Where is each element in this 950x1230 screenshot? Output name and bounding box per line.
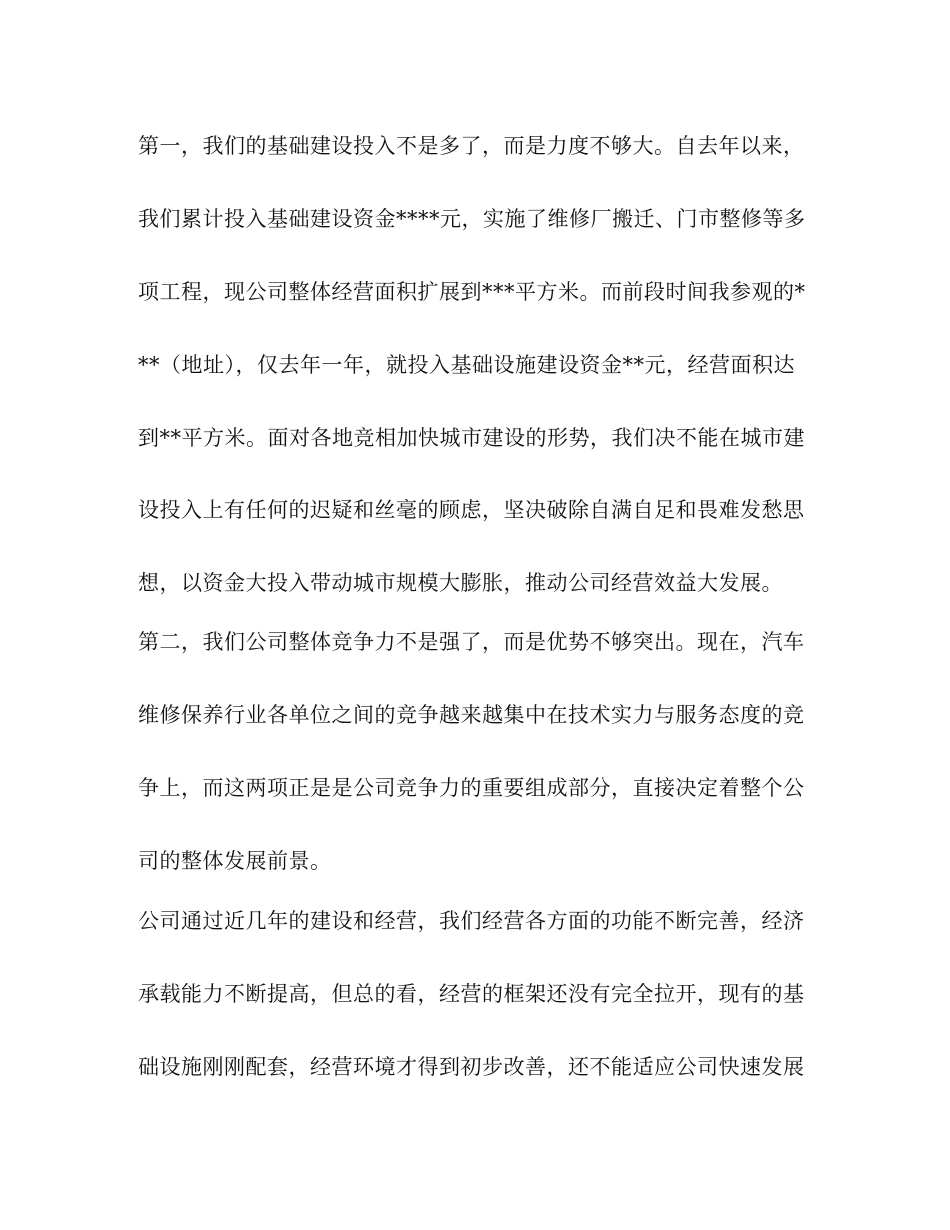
text-line: 设投入上有任何的迟疑和丝毫的顾虑，坚决破除自满自足和畏难发愁思 (138, 498, 805, 522)
text-line: 第二，我们公司整体竞争力不是强了，而是优势不够突出。现在，汽车 (138, 630, 805, 654)
text-line: 维修保养行业各单位之间的竞争越来越集中在技术实力与服务态度的竞 (138, 703, 805, 727)
text-line: 司的整体发展前景。 (138, 849, 332, 873)
text-line: 争上，而这两项正是是公司竞争力的重要组成部分，直接决定着整个公 (138, 776, 805, 800)
text-line: 公司通过近几年的建设和经营，我们经营各方面的功能不断完善，经济 (138, 909, 805, 933)
text-line: 到**平方米。面对各地竞相加快城市建设的形势，我们决不能在城市建 (138, 426, 805, 450)
text-line: **（地址），仅去年一年，就投入基础设施建设资金**元，经营面积达 (138, 353, 795, 377)
text-line: 我们累计投入基础建设资金****元，实施了维修厂搬迁、门市整修等多 (138, 207, 806, 231)
text-line: 础设施刚刚配套，经营环境才得到初步改善，还不能适应公司快速发展 (138, 1055, 805, 1079)
text-line: 项工程，现公司整体经营面积扩展到***平方米。而前段时间我参观的* (138, 280, 806, 304)
text-line: 想，以资金大投入带动城市规模大膨胀，推动公司经营效益大发展。 (138, 571, 783, 595)
text-line: 第一，我们的基础建设投入不是多了，而是力度不够大。自去年以来， (138, 134, 805, 158)
text-line: 承载能力不断提高，但总的看，经营的框架还没有完全拉开，现有的基 (138, 982, 805, 1006)
